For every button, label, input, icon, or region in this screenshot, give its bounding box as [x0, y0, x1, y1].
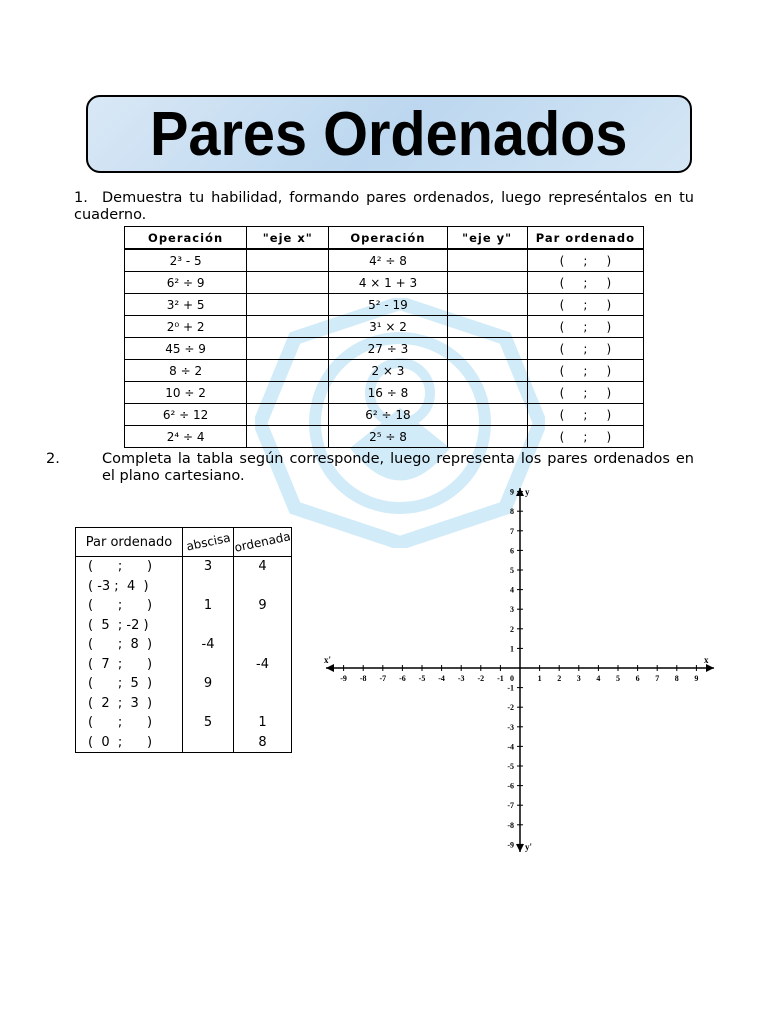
- y-tick-label: 4: [510, 585, 514, 595]
- pair-row: [76, 733, 292, 753]
- y-tick-label: 5: [510, 566, 514, 575]
- eje-x-cell[interactable]: [247, 316, 329, 338]
- y-tick-label: 2: [510, 624, 514, 634]
- pair-cell: ( 0 ; ): [76, 733, 183, 753]
- abscisa-cell: -4: [183, 635, 234, 655]
- ordenada-cell: 8: [234, 733, 292, 753]
- par-ordenado-cell: ( ; ): [527, 338, 643, 360]
- x-tick-label: 4: [596, 674, 601, 683]
- x-tick-label: 2: [557, 674, 562, 683]
- pair-row: [76, 694, 292, 714]
- y-tick-label: -8: [507, 820, 514, 830]
- pair-cell: ( 7 ; ): [76, 655, 183, 675]
- x-tick-label: 1: [537, 674, 542, 683]
- x-tick-label: 8: [674, 674, 679, 683]
- pair-cell: ( ; ): [76, 557, 183, 577]
- pair-row: [76, 596, 292, 616]
- operations-row: [125, 360, 644, 382]
- cartesian-plane: [318, 484, 718, 856]
- par-ordenado-cell: ( ; ): [527, 426, 643, 448]
- pair-row: [76, 655, 292, 675]
- instruction-2-text: Completa la tabla según corresponde, luego representa los pares ordenados en el plano cartesiano.: [102, 451, 694, 484]
- pair-cell: ( ; ): [76, 596, 183, 616]
- abscisa-cell: 9: [183, 674, 234, 694]
- x-tick-label: 9: [694, 674, 699, 683]
- eje-y-cell[interactable]: [447, 338, 527, 360]
- x-tick-label: -4: [438, 674, 445, 683]
- par-ordenado-cell: ( ; ): [527, 404, 643, 426]
- y-tick-label: -6: [507, 781, 514, 791]
- operations-row: [125, 294, 644, 316]
- x-tick-label: -7: [379, 674, 387, 683]
- eje-y-cell[interactable]: [447, 316, 527, 338]
- abscisa-label: abscisa: [184, 529, 232, 554]
- y-tick-label: -4: [507, 742, 514, 752]
- par-ordenado-cell: ( ; ): [527, 382, 643, 404]
- y-tick-label: 8: [510, 507, 514, 517]
- eje-x-cell[interactable]: [247, 294, 329, 316]
- operations-row: [125, 249, 644, 272]
- title-banner: [86, 95, 692, 173]
- eje-x-cell[interactable]: [247, 338, 329, 360]
- operation-x-cell: 2⁴ ÷ 4: [125, 426, 247, 448]
- y-tick-label: -9: [507, 840, 514, 850]
- operation-y-cell: 3¹ × 2: [329, 316, 447, 338]
- operations-row: [125, 316, 644, 338]
- y-tick-label: -2: [507, 703, 514, 713]
- operation-x-cell: 3² + 5: [125, 294, 247, 316]
- ordenada-cell: 1: [234, 713, 292, 733]
- header-eje-y: "eje y": [447, 227, 527, 250]
- x-tick-label: -9: [340, 674, 347, 683]
- pair-row: [76, 616, 292, 636]
- pair-cell: ( 2 ; 3 ): [76, 694, 183, 714]
- y-tick-label: -5: [507, 762, 514, 771]
- pair-cell: ( -3 ; 4 ): [76, 577, 183, 597]
- operation-x-cell: 10 ÷ 2: [125, 382, 247, 404]
- x-axis-label: x: [704, 655, 709, 665]
- abscisa-cell: [183, 616, 234, 636]
- abscisa-cell: [183, 655, 234, 675]
- ordenada-cell: [234, 577, 292, 597]
- header-operacion-y: Operación: [329, 227, 447, 250]
- abscisa-cell: [183, 577, 234, 597]
- header-eje-x: "eje x": [247, 227, 329, 250]
- x-arrow-left: [326, 664, 334, 672]
- operations-row: [125, 338, 644, 360]
- eje-y-cell[interactable]: [447, 426, 527, 448]
- operation-y-cell: 4 × 1 + 3: [329, 272, 447, 294]
- eje-x-cell[interactable]: [247, 404, 329, 426]
- instruction-2-number: 2.: [46, 451, 60, 467]
- operation-y-cell: 6² ÷ 18: [329, 404, 447, 426]
- eje-x-cell[interactable]: [247, 272, 329, 294]
- x-tick-label: 7: [655, 674, 660, 683]
- pair-row: [76, 713, 292, 733]
- par-ordenado-cell: ( ; ): [527, 316, 643, 338]
- eje-y-cell[interactable]: [447, 294, 527, 316]
- operation-y-cell: 16 ÷ 8: [329, 382, 447, 404]
- abscisa-cell: 1: [183, 596, 234, 616]
- y-tick-label: 3: [510, 605, 514, 615]
- instruction-1-text: Demuestra tu habilidad, formando pares ordenados, luego represéntalos en tu cuaderno.: [74, 190, 694, 223]
- instruction-1: [74, 190, 694, 224]
- ordenada-cell: 9: [234, 596, 292, 616]
- pair-cell: ( ; ): [76, 713, 183, 733]
- y-tick-label: 1: [510, 644, 514, 654]
- operation-y-cell: 27 ÷ 3: [329, 338, 447, 360]
- pair-cell: ( ; 8 ): [76, 635, 183, 655]
- operation-x-cell: 45 ÷ 9: [125, 338, 247, 360]
- operation-x-cell: 2⁰ + 2: [125, 316, 247, 338]
- x-tick-label: -6: [399, 674, 406, 683]
- pair-row: [76, 674, 292, 694]
- y-arrow-down: [516, 844, 524, 852]
- eje-x-cell[interactable]: [247, 249, 329, 272]
- ordenada-label: ordenada: [233, 528, 292, 555]
- operation-x-cell: 6² ÷ 9: [125, 272, 247, 294]
- x-tick-label: 5: [616, 674, 620, 683]
- operations-row: [125, 272, 644, 294]
- header-par-ordenado: Par ordenado: [527, 227, 643, 250]
- abscisa-cell: 3: [183, 557, 234, 577]
- x-neg-axis-label: x': [324, 655, 332, 665]
- y-neg-axis-label: y': [525, 842, 533, 852]
- pairs-header-row: [76, 528, 292, 557]
- eje-x-cell[interactable]: [247, 360, 329, 382]
- y-tick-label: -7: [507, 801, 514, 811]
- operation-y-cell: 2 × 3: [329, 360, 447, 382]
- operations-row: [125, 426, 644, 448]
- ordenada-cell: [234, 616, 292, 636]
- x-tick-label: -2: [477, 674, 485, 683]
- header-operacion-x: Operación: [125, 227, 247, 250]
- x-tick-label: -8: [359, 674, 367, 683]
- x-tick-label: 3: [576, 674, 581, 683]
- eje-y-cell[interactable]: [447, 382, 527, 404]
- ordenada-cell: -4: [234, 655, 292, 675]
- eje-x-cell[interactable]: [247, 382, 329, 404]
- operations-row: [125, 404, 644, 426]
- ordenada-cell: [234, 694, 292, 714]
- par-ordenado-cell: ( ; ): [527, 294, 643, 316]
- y-tick-label: 6: [510, 546, 514, 556]
- y-tick-label: 7: [510, 526, 514, 536]
- operation-x-cell: 6² ÷ 12: [125, 404, 247, 426]
- ordered-pairs-table: [75, 527, 292, 753]
- ordenada-cell: [234, 674, 292, 694]
- x-tick-label: -1: [497, 674, 504, 683]
- pair-row: [76, 635, 292, 655]
- operation-y-cell: 5² - 19: [329, 294, 447, 316]
- ordenada-cell: 4: [234, 557, 292, 577]
- par-ordenado-cell: ( ; ): [527, 360, 643, 382]
- x-tick-label: -3: [457, 674, 465, 683]
- pair-cell: ( ; 5 ): [76, 674, 183, 694]
- x-tick-label: -5: [418, 674, 426, 683]
- abscisa-cell: [183, 694, 234, 714]
- header-par-ordenado-2: Par ordenado: [76, 528, 183, 557]
- header-ordenada: [234, 528, 292, 557]
- operation-y-cell: 4² ÷ 8: [329, 249, 447, 272]
- pair-row: [76, 577, 292, 597]
- header-abscisa: [183, 528, 234, 557]
- x-tick-label: 0: [510, 674, 514, 683]
- operations-table: [124, 226, 644, 448]
- page-title: Pares Ordenados: [150, 99, 628, 169]
- y-tick-label: -1: [507, 683, 514, 693]
- y-axis-label: y: [525, 487, 530, 497]
- pair-cell: ( 5 ; -2 ): [76, 616, 183, 636]
- abscisa-cell: 5: [183, 713, 234, 733]
- instruction-2: [46, 451, 694, 485]
- ordenada-cell: [234, 635, 292, 655]
- eje-y-cell[interactable]: [447, 272, 527, 294]
- instruction-1-number: 1.: [74, 190, 88, 206]
- operations-row: [125, 382, 644, 404]
- operation-y-cell: 2⁵ ÷ 8: [329, 426, 447, 448]
- par-ordenado-cell: ( ; ): [527, 272, 643, 294]
- eje-y-cell[interactable]: [447, 360, 527, 382]
- y-tick-label: 9: [510, 487, 514, 497]
- operation-x-cell: 2³ - 5: [125, 249, 247, 272]
- eje-y-cell[interactable]: [447, 404, 527, 426]
- eje-y-cell[interactable]: [447, 249, 527, 272]
- y-tick-label: -3: [507, 722, 514, 732]
- x-arrow-right: [706, 664, 714, 672]
- operations-header-row: [125, 227, 644, 250]
- operation-x-cell: 8 ÷ 2: [125, 360, 247, 382]
- pair-row: [76, 557, 292, 577]
- x-tick-label: 6: [635, 674, 640, 683]
- par-ordenado-cell: ( ; ): [527, 249, 643, 272]
- eje-x-cell[interactable]: [247, 426, 329, 448]
- abscisa-cell: [183, 733, 234, 753]
